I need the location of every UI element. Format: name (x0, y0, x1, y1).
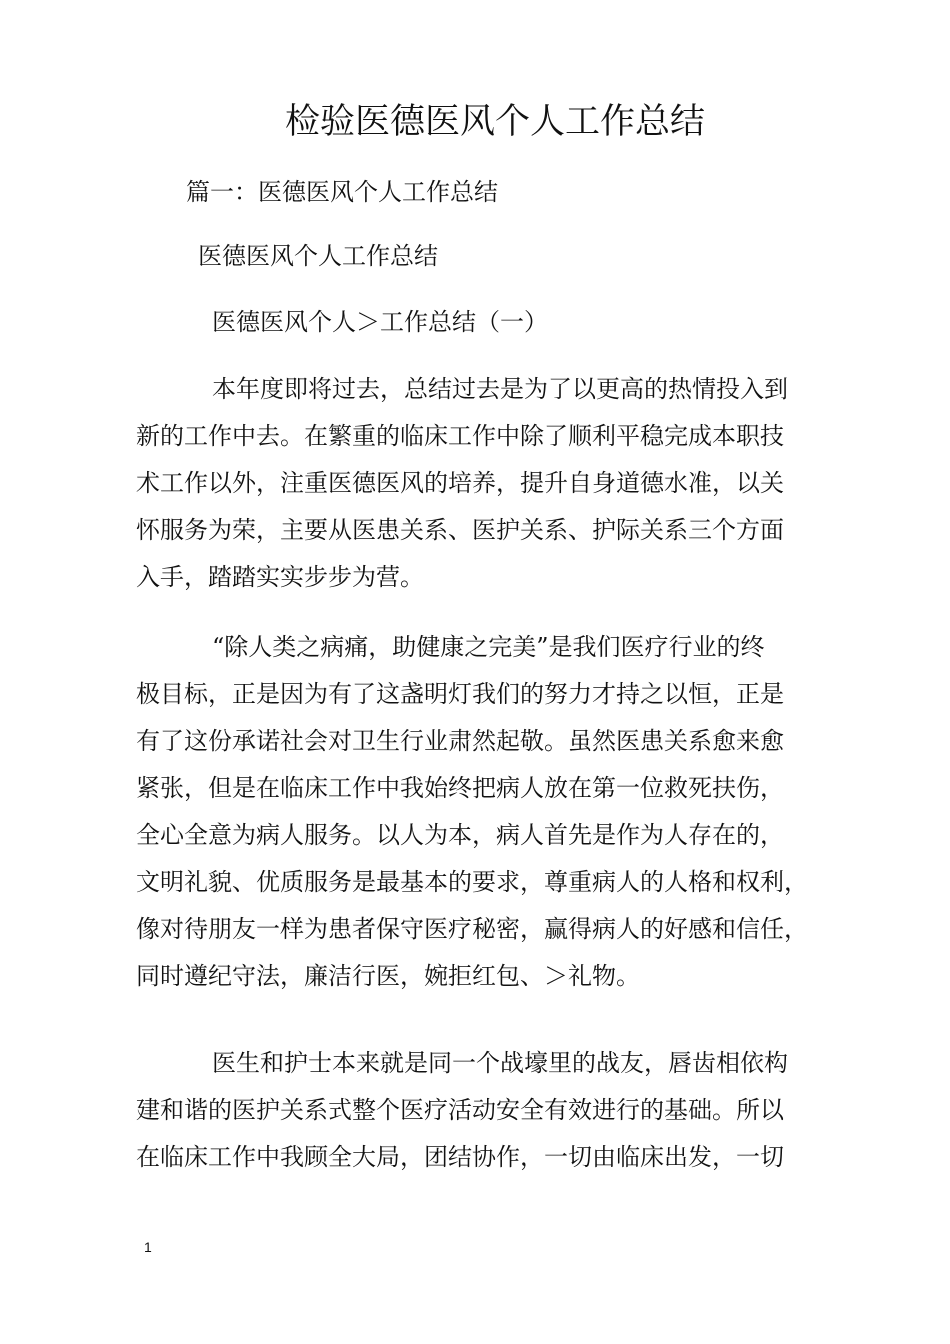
paragraph-1 (136, 366, 836, 601)
paragraph-line: 建和谐的医护关系式整个医疗活动安全有效进行的基础。所以 (136, 1096, 784, 1124)
paragraph-3 (136, 1040, 836, 1181)
paragraph-line: 新的工作中去。在繁重的临床工作中除了顺利平稳完成本职技 (136, 422, 784, 450)
paragraph-line: 怀服务为荣，主要从医患关系、医护关系、护际关系三个方面 (136, 516, 784, 544)
paragraph-line: 文明礼貌、优质服务是最基本的要求，尊重病人的人格和权利， (136, 868, 808, 896)
document-title: 检验医德医风个人工作总结 (284, 102, 705, 142)
paragraph-line: 极目标，正是因为有了这盏明灯我们的努力才持之以恒，正是 (136, 680, 784, 708)
sub-subsection-heading: 医德医风个人＞工作总结（一） (212, 308, 548, 336)
paragraph-line: 本年度即将过去，总结过去是为了以更高的热情投入到 (212, 375, 788, 403)
paragraph-2 (136, 624, 836, 1000)
paragraph-line: 入手，踏踏实实步步为营。 (136, 563, 424, 591)
section-heading: 篇一：医德医风个人工作总结 (186, 178, 498, 206)
paragraph-line: 医生和护士本来就是同一个战壕里的战友，唇齿相依构 (212, 1049, 788, 1077)
paragraph-line: 术工作以外，注重医德医风的培养，提升自身道德水准，以关 (136, 469, 784, 497)
subsection-heading: 医德医风个人工作总结 (198, 242, 438, 270)
paragraph-line: 紧张，但是在临床工作中我始终把病人放在第一位救死扶伤， (136, 774, 784, 802)
paragraph-line: “除人类之病痛，助健康之完美”是我们医疗行业的终 (212, 633, 765, 661)
paragraph-line: 在临床工作中我顾全大局，团结协作，一切由临床出发，一切 (136, 1143, 784, 1171)
paragraph-line: 同时遵纪守法，廉洁行医，婉拒红包、＞礼物。 (136, 962, 640, 990)
paragraph-line: 有了这份承诺社会对卫生行业肃然起敬。虽然医患关系愈来愈 (136, 727, 784, 755)
page-number: 1 (144, 1239, 152, 1255)
paragraph-line: 像对待朋友一样为患者保守医疗秘密，赢得病人的好感和信任， (136, 915, 808, 943)
paragraph-line: 全心全意为病人服务。以人为本，病人首先是作为人存在的， (136, 821, 784, 849)
